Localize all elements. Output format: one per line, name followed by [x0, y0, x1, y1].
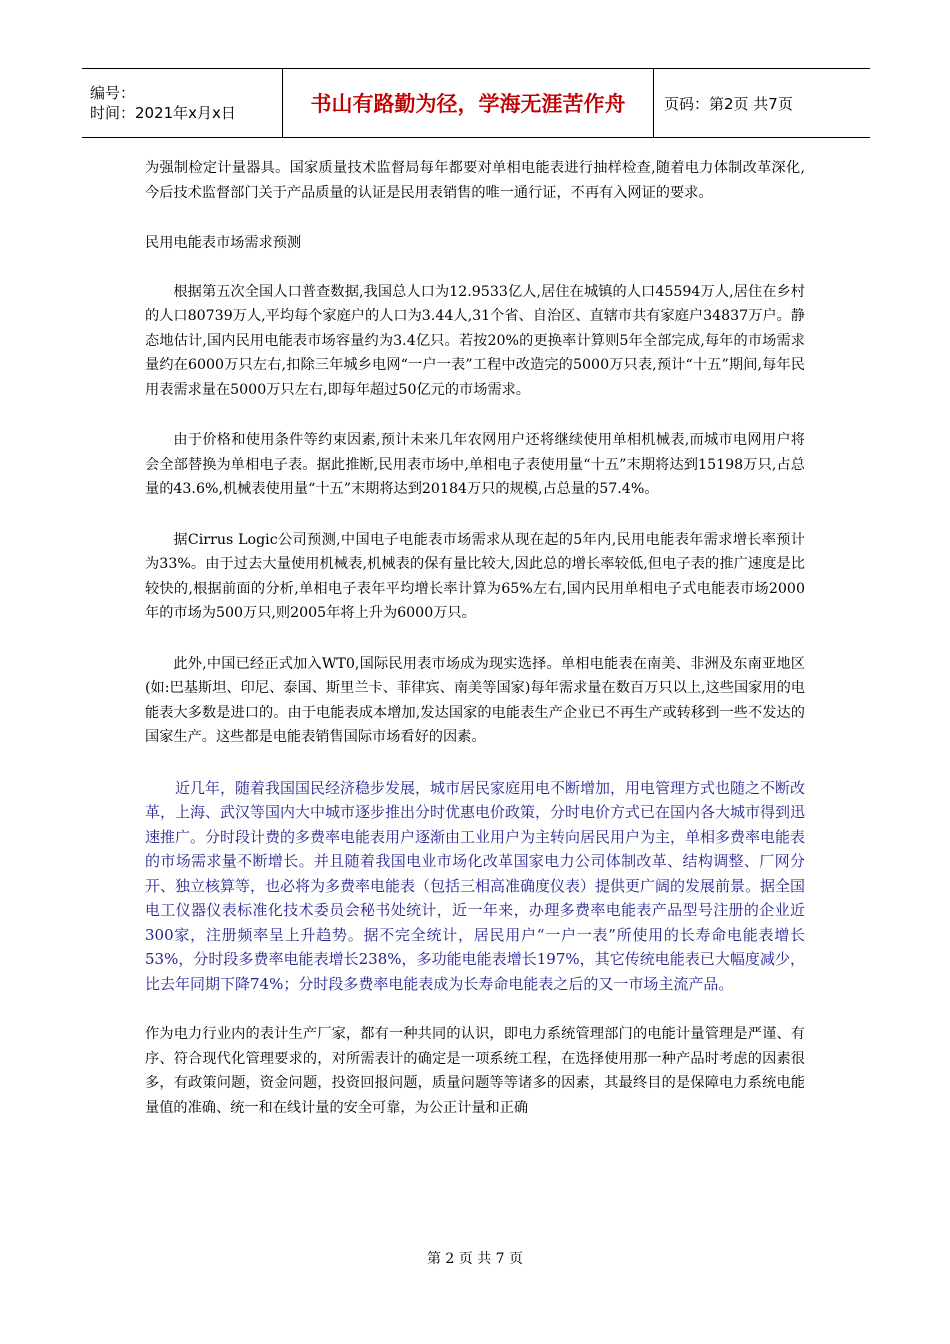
document-number-label: 编号：	[90, 84, 136, 102]
header-left-cell	[82, 69, 282, 137]
document-time-label: 时间：2021年x月x日	[90, 104, 236, 122]
header-motto-cell	[282, 69, 654, 137]
paragraph-continuation: 为强制检定计量器具。国家质量技术监督局每年都要对单相电能表进行抽样检查,随着电力体制改革深化,今后技术监督部门关于产品质量的认证是民用表销售的唯一通行证，不再有入网证的要求。	[145, 160, 805, 201]
paragraph-electronic-meters: 由于价格和使用条件等约束因素,预计未来几年农网用户还将继续使用单相机械表,而城市电网用户将会全部替换为单相电子表。据此推断,民用表市场中,单相电子表使用量“十五”末期将达到15198万只,占总量的43.6%,机械表使用量“十五”末期将达到20184万只的规模,占总量的57.4%。	[145, 432, 805, 497]
paragraph-multi-rate-meters: 近几年，随着我国国民经济稳步发展，城市居民家庭用电不断增加，用电管理方式也随之不断改革，上海、武汉等国内大中城市逐步推出分时优惠电价政策，分时电价方式已在国内各大城市得到迅速推广。分时段计费的多费率电能表用户逐渐由工业用户为主转向居民用户为主，单相多费率电能表的市场需求量不断增长。并且随着我国电业市场化改革国家电力公司体制改革、结构调整、厂网分开、独立核算等，也必将为多费率电能表（包括三相高准确度仪表）提供更广阔的发展前景。据全国电工仪器仪表标准化技术委员会秘书处统计，近一年来，办理多费率电能表产品型号注册的企业近300家，注册频率呈上升趋势。据不完全统计，居民用户“一户一表”所使用的长寿命电能表增长53%，分时段多费率电能表增长238%，多功能电能表增长197%，其它传统电能表已大幅度减少，比去年同期下降74%；分时段多费率电能表成为长寿命电能表之后的又一市场主流产品。	[145, 778, 806, 993]
header-page-info: 页码：第2页 共7页	[664, 94, 793, 113]
document-body	[145, 156, 805, 1120]
paragraph-population: 根据第五次全国人口普查数据,我国总人口为12.9533亿人,居住在城镇的人口45594万人,居住在乡村的人口80739万人,平均每个家庭户的人口为3.44人,31个省、自治区、直辖市共有家庭户34837万户。静态地估计,国内民用电能表市场容量约为3.4亿只。若按20%的更换率计算则5年全部完成,每年的市场需求量约在6000万只左右,扣除三年城乡电网“一户一表”工程中改造完的5000万只表,预计“十五”期间,每年民用表需求量在5000万只左右,即每年超过50亿元的市场需求。	[145, 283, 805, 398]
paragraph-cirrus-logic: 据Cirrus Logic公司预测,中国电子电能表市场需求从现在起的5年内,民用电能表年需求增长率预计为33%。由于过去大量使用机械表,机械表的保有量比较大,因此总的增长率较低,但电子表的推广速度是比较快的,根据前面的分析,单相电子表年平均增长率计算为65%左右,国内民用单相电子式电能表市场2000年的市场为500万只,则2005年将上升为6000万只。	[145, 531, 805, 621]
paragraph-manufacturers: 作为电力行业内的表计生产厂家，都有一种共同的认识，即电力系统管理部门的电能计量管理是严谨、有序、符合现代化管理要求的，对所需表计的确定是一项系统工程，在选择使用那一种产品时考虑的因素很多，有政策问题，资金问题，投资回报问题，质量问题等等诸多的因素，其最终目的是保障电力系统电能量值的准确、统一和在线计量的安全可靠，为公正计量和正确	[145, 1026, 805, 1116]
header-page-cell	[654, 69, 870, 137]
paragraph-international-market: 此外,中国已经正式加入WT0,国际民用表市场成为现实选择。单相电能表在南美、非洲及东南亚地区(如:巴基斯坦、印尼、泰国、斯里兰卡、菲律宾、南美等国家)每年需求量在数百万只以上,这些国家用的电能表大多数是进口的。由于电能表成本增加,发达国家的电能表生产企业已不再生产或转移到一些不发达的国家生产。这些都是电能表销售国际市场看好的因素。	[145, 655, 805, 745]
header-table	[82, 68, 870, 138]
header-motto: 书山有路勤为径，学海无涯苦作舟	[310, 92, 626, 116]
section-heading: 民用电能表市场需求预测	[145, 235, 302, 251]
page-footer: 第 2 页 共 7 页	[426, 1251, 524, 1267]
